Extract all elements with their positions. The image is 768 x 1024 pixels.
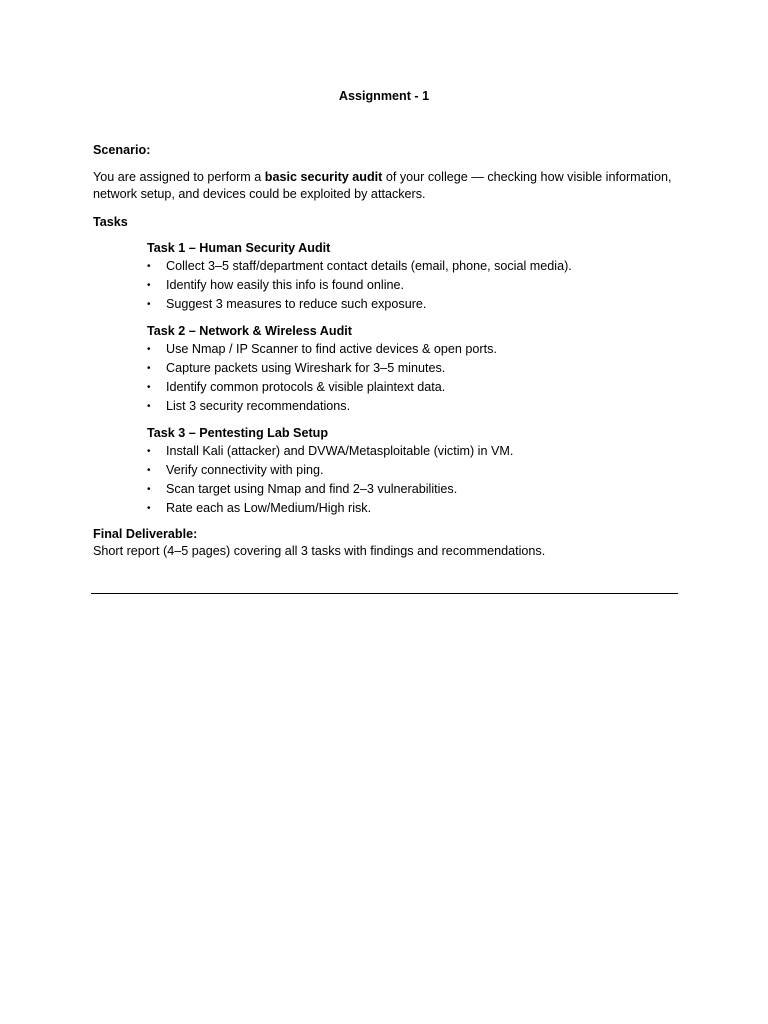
list-item bbox=[147, 461, 678, 480]
list-item-text: Verify connectivity with ping. bbox=[166, 463, 324, 477]
final-deliverable-text: Short report (4–5 pages) covering all 3 tasks with findings and recommendations. bbox=[93, 544, 546, 558]
list-item bbox=[147, 480, 678, 499]
list-item-text: List 3 security recommendations. bbox=[166, 399, 351, 413]
bullet-icon: • bbox=[147, 344, 151, 355]
bullet-icon: • bbox=[147, 503, 151, 514]
bullet-icon: • bbox=[147, 363, 151, 374]
list-item-text: Identify how easily this info is found online. bbox=[166, 278, 405, 292]
tasks-label: Tasks bbox=[93, 215, 128, 229]
document-title: Assignment - 1 bbox=[338, 89, 430, 103]
bullet-icon: • bbox=[147, 484, 151, 495]
list-item bbox=[147, 397, 678, 416]
task-3-list bbox=[147, 442, 678, 518]
scenario-text-end: of your college — checking how visible information, network setup, and devices could be exploited by attackers. bbox=[93, 170, 672, 201]
bullet-icon: • bbox=[147, 261, 151, 272]
list-item-text: Identify common protocols & visible plaintext data. bbox=[166, 380, 446, 394]
list-item-text: Rate each as Low/Medium/High risk. bbox=[166, 501, 372, 515]
bullet-icon: • bbox=[147, 299, 151, 310]
task-3-section bbox=[147, 425, 678, 518]
task-2-list bbox=[147, 340, 678, 416]
bullet-icon: • bbox=[147, 382, 151, 393]
bullet-icon: • bbox=[147, 401, 151, 412]
task-1-list bbox=[147, 257, 678, 314]
list-item-text: Use Nmap / IP Scanner to find active devices & open ports. bbox=[166, 342, 497, 356]
scenario-paragraph bbox=[93, 169, 678, 203]
list-item-text: Capture packets using Wireshark for 3–5 minutes. bbox=[166, 361, 446, 375]
list-item-text: Collect 3–5 staff/department contact details (email, phone, social media). bbox=[166, 259, 572, 273]
list-item-text: Scan target using Nmap and find 2–3 vulnerabilities. bbox=[166, 482, 458, 496]
document-body bbox=[93, 141, 678, 560]
task-1-section bbox=[147, 240, 678, 314]
bullet-icon: • bbox=[147, 446, 151, 457]
task-2-heading: Task 2 – Network & Wireless Audit bbox=[147, 324, 352, 338]
list-item-text: Install Kali (attacker) and DVWA/Metasploitable (victim) in VM. bbox=[166, 444, 514, 458]
list-item bbox=[147, 295, 678, 314]
list-item bbox=[147, 340, 678, 359]
list-item bbox=[147, 499, 678, 518]
final-deliverable-label: Final Deliverable: bbox=[93, 527, 198, 541]
task-2-section bbox=[147, 323, 678, 416]
scenario-text-start: You are assigned to perform a bbox=[93, 170, 265, 184]
list-item bbox=[147, 442, 678, 461]
bullet-icon: • bbox=[147, 280, 151, 291]
list-item-text: Suggest 3 measures to reduce such exposure. bbox=[166, 297, 427, 311]
list-item bbox=[147, 359, 678, 378]
task-3-heading: Task 3 – Pentesting Lab Setup bbox=[147, 426, 329, 440]
task-1-heading: Task 1 – Human Security Audit bbox=[147, 241, 331, 255]
bullet-icon: • bbox=[147, 465, 151, 476]
scenario-label: Scenario: bbox=[93, 143, 151, 157]
list-item bbox=[147, 378, 678, 397]
list-item bbox=[147, 276, 678, 295]
list-item bbox=[147, 257, 678, 276]
horizontal-divider bbox=[91, 593, 678, 594]
scenario-text-emphasis: basic security audit bbox=[264, 170, 383, 184]
